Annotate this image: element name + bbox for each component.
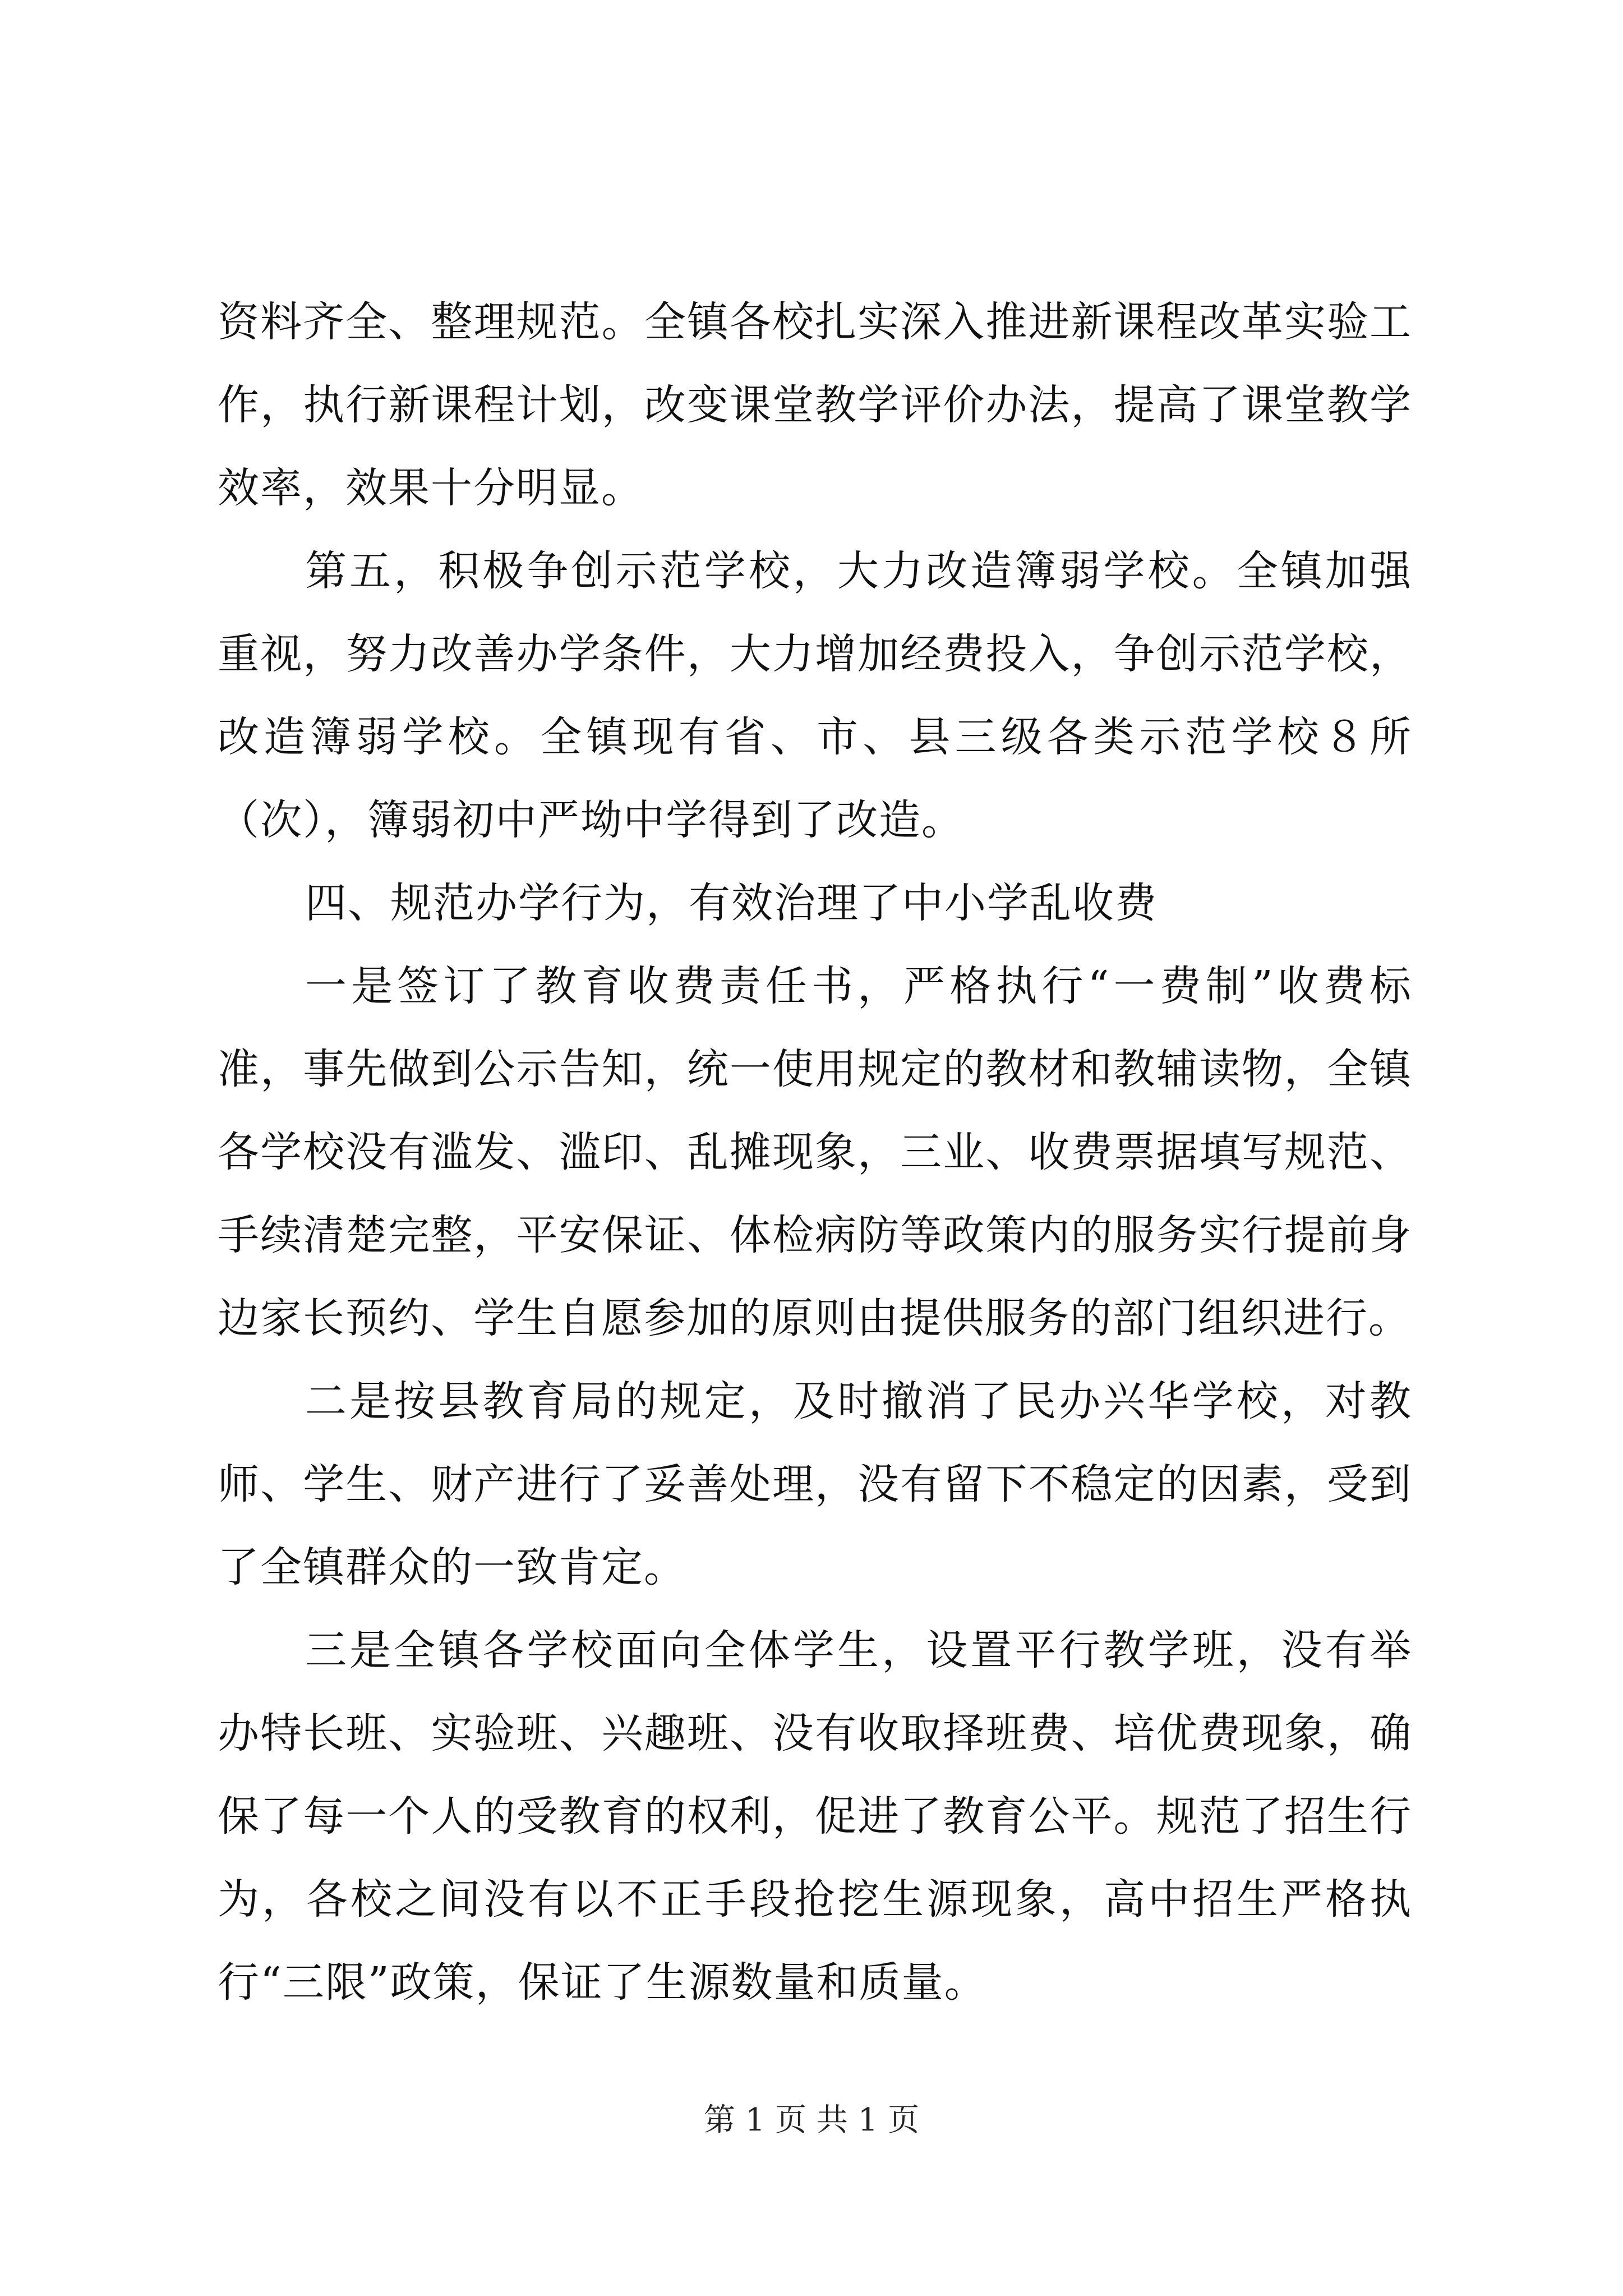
section-heading: 四、规范办学行为，有效治理了中小学乱收费 — [305, 879, 1158, 927]
paragraph-1: 资料齐全、整理规范。全镇各校扎实深入推进新课程改革实验工作，执行新课程计划，改变课堂教学评价办法，提高了课堂教学效率，效果十分明显。 — [218, 298, 1412, 512]
paragraph-2: 第五，积极争创示范学校，大力改造簿弱学校。全镇加强重视，努力改善办学条件，大力增加经费投入，争创示范学校，改造簿弱学校。全镇现有省、市、县三级各类示范学校８所（次），簿弱初中严坳中学得到了改造。 — [218, 547, 1412, 844]
paragraph-5: 三是全镇各学校面向全体学生，设置平行教学班，没有举办特长班、实验班、兴趣班、没有收取择班费、培优费现象，确保了每一个人的受教育的权利，促进了教育公平。规范了招生行为，各校之间没有以不正手段抢挖生源现象，高中招生严格执行“三限”政策，保证了生源数量和质量。 — [218, 1626, 1412, 2007]
page-footer: 第 1 页 共 1 页 — [703, 2102, 920, 2138]
paragraph-4: 二是按县教育局的规定，及时撤消了民办兴华学校，对教师、学生、财产进行了妥善处理，没有留下不稳定的因素，受到了全镇群众的一致肯定。 — [218, 1377, 1412, 1591]
paragraph-3: 一是签订了教育收费责任书，严格执行“一费制”收费标准，事先做到公示告知，统一使用规定的教材和教辅读物，全镇各学校没有滥发、滥印、乱摊现象，三业、收费票据填写规范、手续清楚完整，平安保证、体检病防等政策内的服务实行提前身边家长预约、学生自愿参加的原则由提供服务的部门组织进行。 — [218, 962, 1412, 1342]
document-body — [218, 280, 1412, 2024]
